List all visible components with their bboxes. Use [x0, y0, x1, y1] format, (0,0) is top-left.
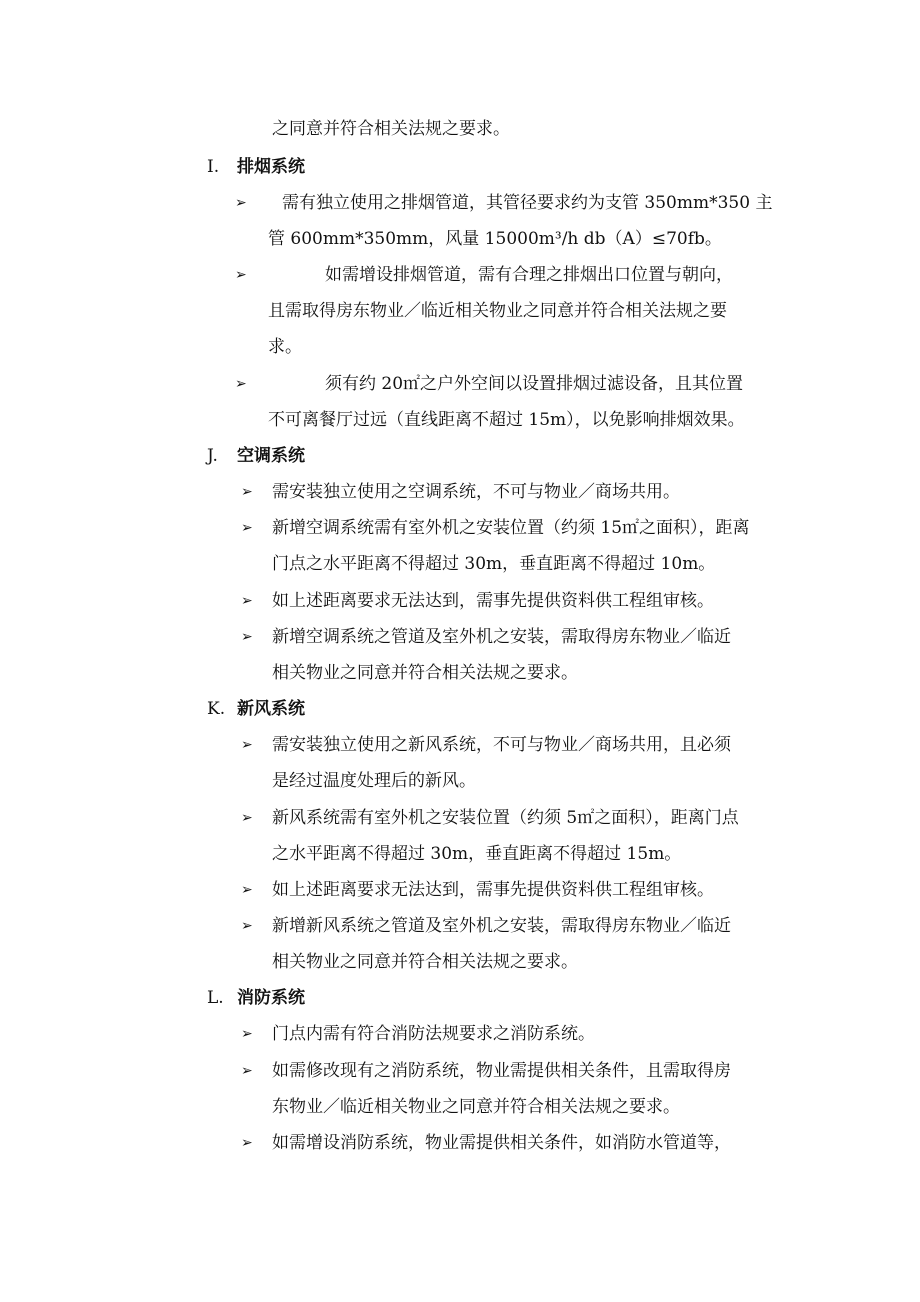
list-item-line: 东物业／临近相关物业之同意并符合相关法规之要求。 [272, 1097, 680, 1117]
bullet-arrow-icon: ➢ [241, 593, 253, 609]
list-item-line: 之水平距离不得超过 30m，垂直距离不得超过 15m。 [272, 844, 682, 864]
list-item-line: 如需修改现有之消防系统，物业需提供相关条件，且需取得房 [272, 1061, 731, 1081]
bullet-arrow-icon: ➢ [235, 195, 247, 211]
list-item-line: 相关物业之同意并符合相关法规之要求。 [272, 663, 578, 683]
section-letter: I. [207, 157, 220, 177]
list-item-line: 是经过温度处理后的新风。 [272, 771, 476, 791]
bullet-arrow-icon: ➢ [241, 520, 253, 536]
section-title: 空调系统 [237, 446, 305, 466]
list-item-line: 门点内需有符合消防法规要求之消防系统。 [272, 1024, 595, 1044]
bullet-arrow-icon: ➢ [241, 1026, 253, 1042]
list-item-line: 相关物业之同意并符合相关法规之要求。 [272, 952, 578, 972]
section-heading-fresh-air [207, 698, 305, 720]
list-item-line: 须有约 20㎡之户外空间以设置排烟过滤设备，且其位置 [325, 374, 744, 394]
list-item-line: 且需取得房东物业／临近相关物业之同意并符合相关法规之要 [268, 301, 727, 321]
list-item-line: 需安装独立使用之空调系统，不可与物业／商场共用。 [272, 482, 680, 502]
bullet-arrow-icon: ➢ [241, 918, 253, 934]
list-item-line: 如需增设排烟管道，需有合理之排烟出口位置与朝向， [325, 265, 733, 285]
bullet-arrow-icon: ➢ [241, 810, 253, 826]
section-letter: J. [207, 446, 218, 466]
list-item-line: 管 600mm*350mm，风量 15000m³/h db（A）≤70fb。 [268, 229, 722, 249]
section-heading-air-conditioning [207, 445, 305, 467]
list-item-line [272, 192, 780, 214]
list-item-line: 如上述距离要求无法达到，需事先提供资料供工程组审核。 [272, 880, 714, 900]
list-item-line: 如上述距离要求无法达到，需事先提供资料供工程组审核。 [272, 591, 714, 611]
list-item-line: 新风系统需有室外机之安装位置（约须 5㎡之面积），距离门点 [272, 808, 739, 828]
list-item-line: 门点之水平距离不得超过 30m，垂直距离不得超过 10m。 [272, 554, 716, 574]
bullet-arrow-icon: ➢ [241, 882, 253, 898]
section-heading-fire-protection [207, 987, 305, 1009]
list-item-line: 新增空调系统需有室外机之安装位置（约须 15㎡之面积），距离 [272, 518, 750, 538]
list-item-line: 不可离餐厅过远（直线距离不超过 15m），以免影响排烟效果。 [268, 410, 745, 430]
intro-line: 之同意并符合相关法规之要求。 [272, 119, 510, 139]
list-item-line: 新增新风系统之管道及室外机之安装，需取得房东物业／临近 [272, 916, 731, 936]
bullet-arrow-icon: ➢ [235, 376, 247, 392]
section-heading-smoke-exhaust [207, 156, 305, 178]
section-letter: L. [207, 988, 224, 1008]
bullet-arrow-icon: ➢ [241, 1135, 253, 1151]
list-item-text: 需有独立使用之排烟管道，其管径要求约为支管 350mm*350 主 [282, 193, 773, 213]
section-title: 新风系统 [237, 699, 305, 719]
bullet-arrow-icon: ➢ [241, 629, 253, 645]
bullet-arrow-icon: ➢ [241, 737, 253, 753]
list-item-line: 如需增设消防系统，物业需提供相关条件，如消防水管道等， [272, 1133, 731, 1153]
list-item-line: 需安装独立使用之新风系统，不可与物业／商场共用，且必须 [272, 735, 731, 755]
bullet-arrow-icon: ➢ [241, 1063, 253, 1079]
list-item-line: 新增空调系统之管道及室外机之安装，需取得房东物业／临近 [272, 627, 731, 647]
section-title: 消防系统 [237, 988, 305, 1008]
section-title: 排烟系统 [237, 157, 305, 177]
section-letter: K. [207, 699, 226, 719]
bullet-arrow-icon: ➢ [235, 267, 247, 283]
list-item-line: 求。 [268, 337, 302, 357]
bullet-arrow-icon: ➢ [241, 484, 253, 500]
